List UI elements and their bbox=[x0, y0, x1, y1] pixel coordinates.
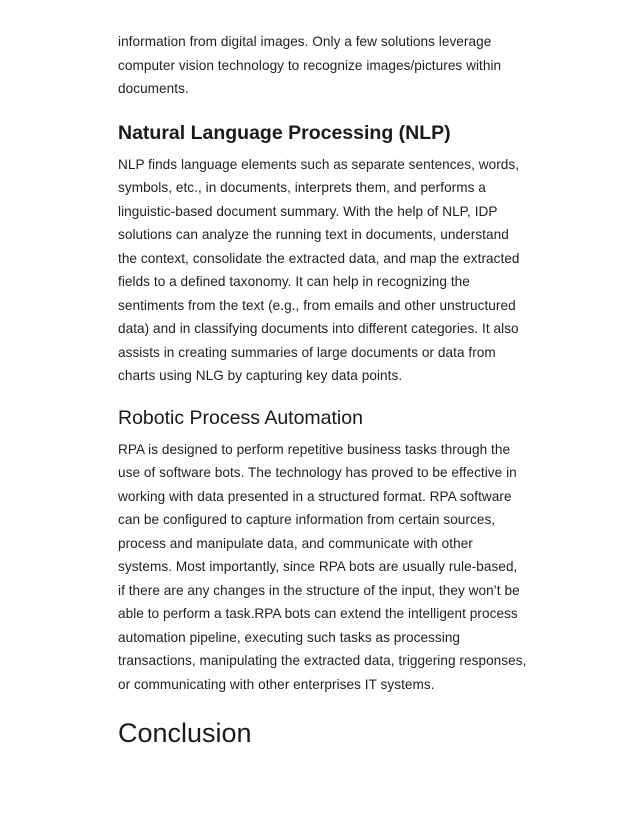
intro-paragraph: information from digital images. Only a few solutions leverage computer vision technology to recognize images/pictures within documents. bbox=[118, 34, 502, 96]
document-page bbox=[118, 0, 528, 750]
conclusion-heading: Conclusion bbox=[118, 718, 252, 748]
nlp-heading: Natural Language Processing (NLP) bbox=[118, 121, 451, 144]
rpa-paragraph: RPA is designed to perform repetitive business tasks through the use of software bots. The technology has proved to be effective in working with data presented in a structured format. RPA software can be configured to capture information from certain sources, process and manipulate data, and communicate with other systems. Most importantly, since RPA bots are usually rule-based, if there are any changes in the structure of the input, they won’t be able to perform a task.RPA bots can extend the intelligent process automation pipeline, executing such tasks as processing transactions, manipulating the extracted data, triggering responses, or communicating with other enterprises IT systems. bbox=[118, 441, 527, 692]
rpa-heading: Robotic Process Automation bbox=[118, 406, 363, 429]
nlp-paragraph: NLP finds language elements such as separate sentences, words, symbols, etc., in documents, interprets them, and performs a linguistic-based document summary. With the help of NLP, IDP solutions can analyze the running text in documents, understand the context, consolidate the extracted data, and map the extracted fields to a defined taxonomy. It can help in recognizing the sentiments from the text (e.g., from emails and other unstructured data) and in classifying documents into different categories. It also assists in creating summaries of large documents or data from charts using NLG by capturing key data points. bbox=[118, 156, 520, 383]
